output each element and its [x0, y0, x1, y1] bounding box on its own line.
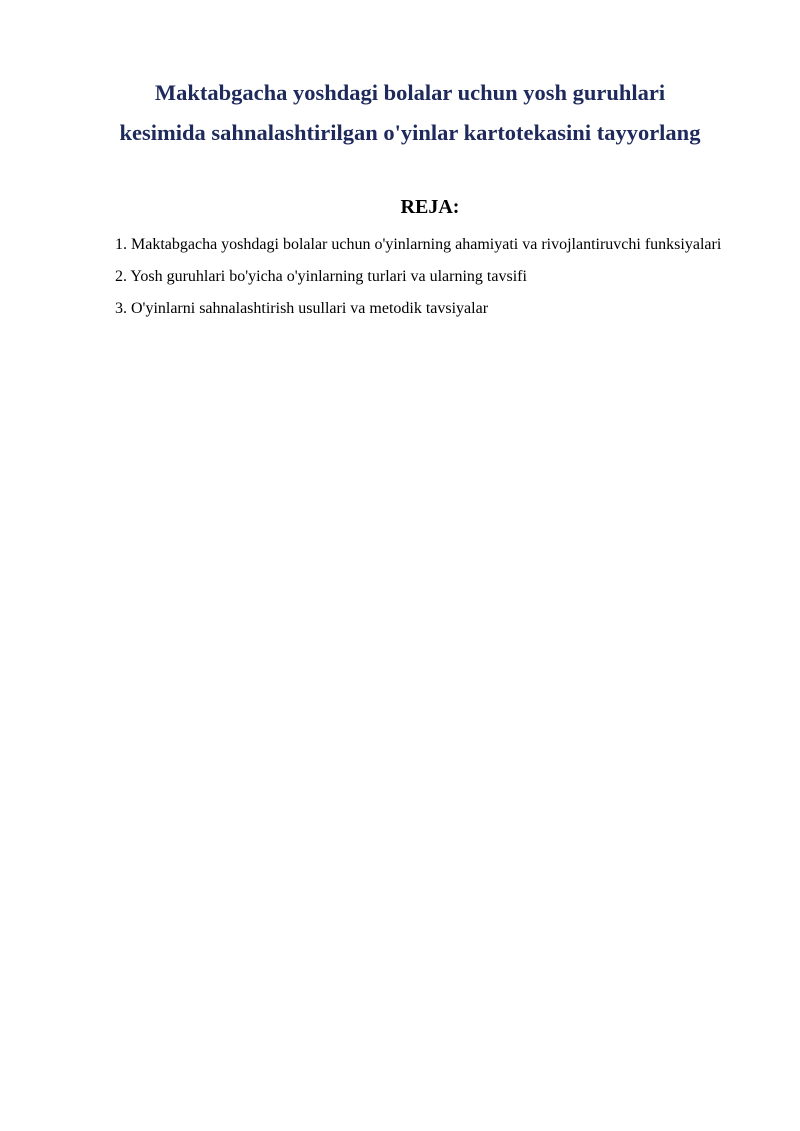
- plan-item-3: 3. O'yinlarni sahnalashtirish usullari va metodik tavsiyalar: [115, 300, 489, 317]
- title-line-1: Maktabgacha yoshdagi bolalar uchun yosh guruhlari: [154, 80, 666, 105]
- title-line-2: kesimida sahnalashtirilgan o'yinlar kartotekasini tayyorlang: [119, 120, 701, 145]
- document-title: [80, 73, 740, 153]
- plan-heading: REJA:: [400, 196, 460, 218]
- plan-list: [115, 229, 742, 325]
- plan-item-1: 1. Maktabgacha yoshdagi bolalar uchun o'yinlarning ahamiyati va rivojlantiruvchi funksiyalari: [115, 236, 722, 253]
- plan-item-2: 2. Yosh guruhlari bo'yicha o'yinlarning turlari va ularning tavsifi: [115, 268, 527, 285]
